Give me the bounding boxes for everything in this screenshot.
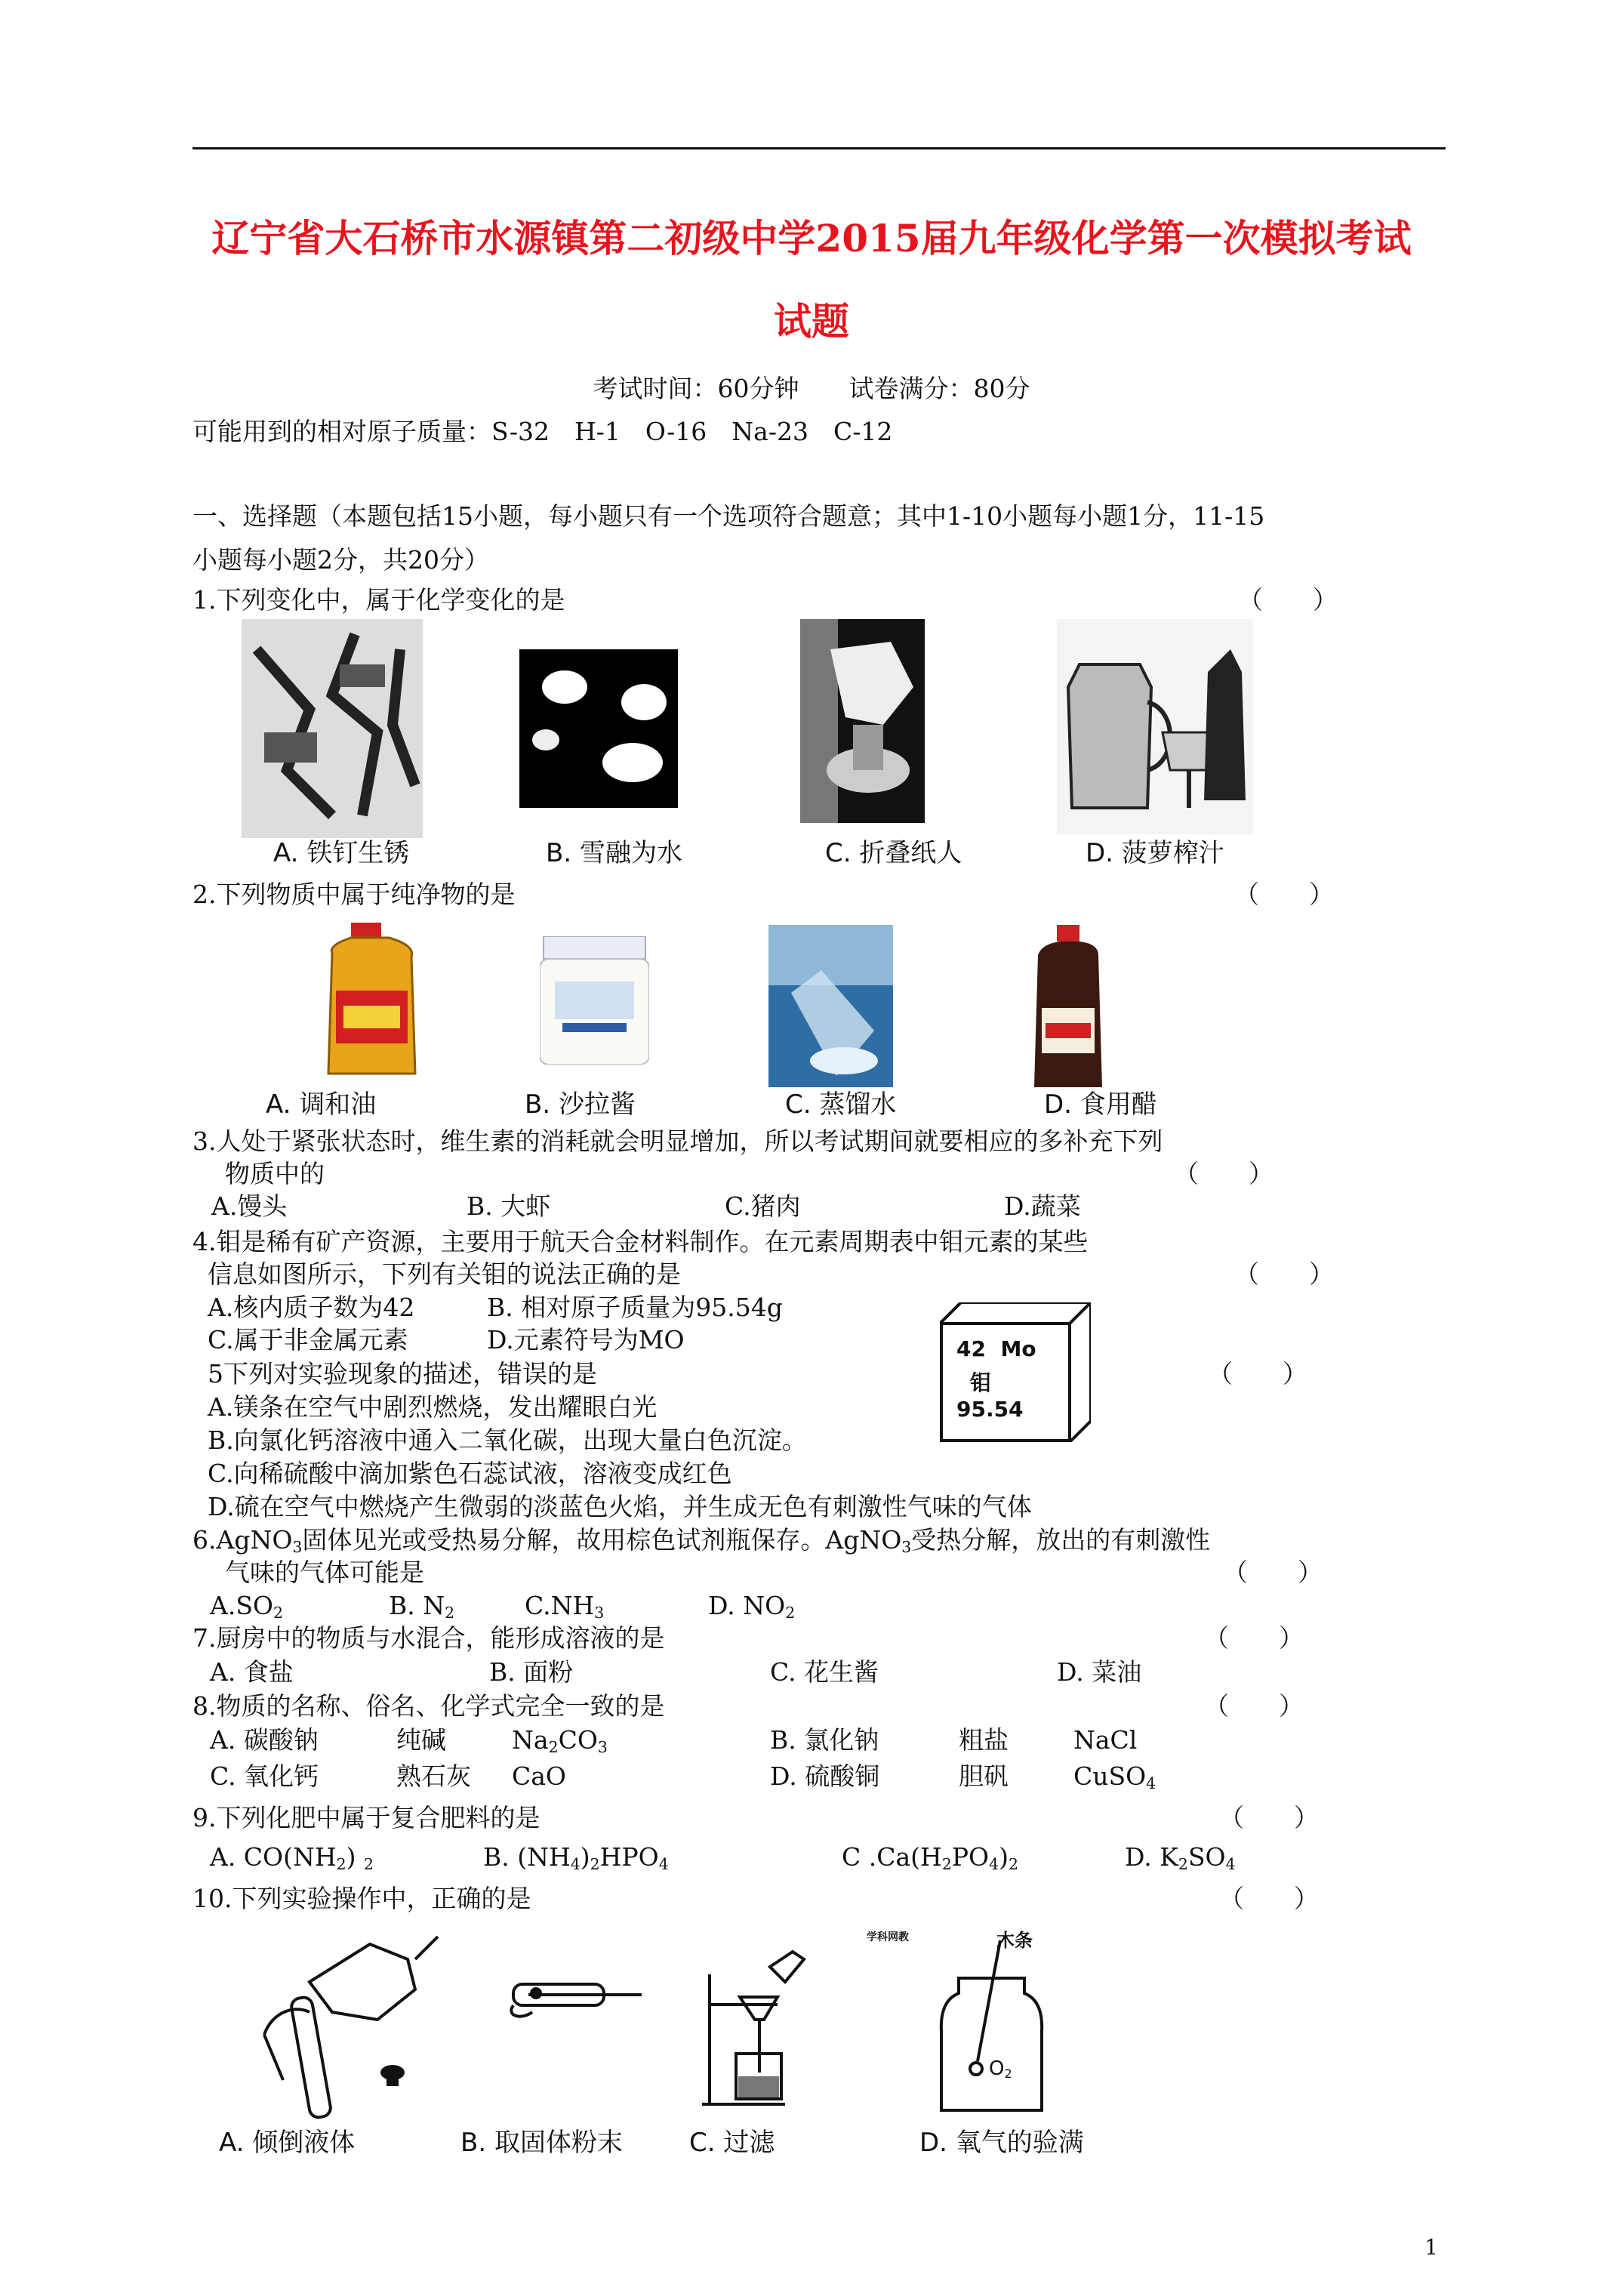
q3-stem-line1: 3.人处于紧张状态时，维生素的消耗就会明显增加，所以考试期间就要相应的多补充下列 [192, 1126, 1163, 1156]
q10-caption-c: C. 过滤 [689, 2128, 775, 2158]
q8-answer-blank[interactable]: （ ） [1204, 1691, 1304, 1721]
q6-option-a: $A.SO_2$ [210, 1591, 283, 1623]
q8-option-b-name: B. 氯化钠 [770, 1725, 879, 1755]
q10-image-pouring-liquid [242, 1929, 445, 2125]
q9-option-c: C $.Ca(H_2PO_4)_2$ [842, 1842, 1018, 1874]
atomic-masses: 可能用到的相对原子质量：S-32 H-1 O-16 Na-23 C-12 [192, 417, 893, 446]
q3-stem-line2: 物质中的 [225, 1159, 325, 1188]
q2-caption-d: D. 食用醋 [1044, 1089, 1157, 1120]
q8-option-a-common: 纯碱 [396, 1725, 446, 1755]
element-symbol: Mo [1000, 1336, 1036, 1361]
q4-answer-blank[interactable]: （ ） [1234, 1259, 1334, 1289]
element-mass: 95.54 [956, 1397, 1024, 1422]
q8-option-d-name: D. 硫酸铜 [770, 1761, 880, 1791]
q3-option-d: D.蔬菜 [1004, 1191, 1081, 1221]
q8-option-a-formula: $Na_2CO_3$ [512, 1725, 608, 1757]
page-number: 1 [1424, 2235, 1438, 2260]
q8-option-d-common: 胆矾 [959, 1761, 1009, 1791]
q2-stem: 2.下列物质中属于纯净物的是 [192, 880, 516, 909]
exam-info: 考试时间：60分钟 试卷满分：80分 [593, 374, 1030, 403]
q4-stem-line1: 4.钼是稀有矿产资源，主要用于航天合金材料制作。在元素周期表中钼元素的某些 [192, 1227, 1089, 1256]
q7-option-d: D. 菜油 [1057, 1657, 1142, 1687]
q9-option-b: B. $(NH_4)_2HPO_4$ [483, 1842, 669, 1874]
q4-option-a: A.核内质子数为42 [208, 1293, 415, 1322]
q10-caption-b: B. 取固体粉末 [460, 2128, 623, 2158]
q10-image-solid-powder [498, 1971, 649, 2023]
q1-image-pineapple-juice [1057, 619, 1253, 834]
q1-caption-d: D. 菠萝榨汁 [1086, 838, 1224, 868]
q5-option-b: B.向氯化钙溶液中通入二氧化碳，出现大量白色沉淀。 [208, 1425, 807, 1455]
q6-stem-line2: 气味的气体可能是 [225, 1558, 424, 1587]
q6-option-d: D. $NO_2$ [708, 1591, 796, 1623]
q4-option-b: B. 相对原子质量为95.54g [487, 1293, 783, 1322]
section1-heading: 一、选择题（本题包括15小题，每小题只有一个选项符合题意；其中1-10小题每小题1分，11-15 [192, 501, 1265, 531]
q7-stem: 7.厨房中的物质与水混合，能形成溶液的是 [192, 1623, 665, 1653]
element-name: 钼 [970, 1370, 992, 1395]
q4-option-d: D.元素符号为MO [487, 1325, 685, 1354]
q8-option-c-formula: CaO [512, 1761, 566, 1791]
q5-option-a: A.镁条在空气中剧烈燃烧，发出耀眼白光 [208, 1392, 658, 1422]
q1-image-rusty-nails [242, 619, 423, 838]
q8-option-c-name: C. 氧化钙 [210, 1761, 319, 1791]
page-title-line2: 试题 [774, 299, 849, 344]
q8-option-b-formula: NaCl [1073, 1725, 1138, 1755]
q7-answer-blank[interactable]: （ ） [1204, 1623, 1304, 1653]
q10-watermark-text: 学科网教 [867, 1931, 909, 1943]
q1-caption-c: C. 折叠纸人 [825, 838, 962, 868]
q9-stem: 9.下列化肥中属于复合肥料的是 [192, 1803, 540, 1832]
q7-option-a: A. 食盐 [210, 1657, 294, 1687]
q8-option-c-common: 熟石灰 [396, 1761, 471, 1791]
q5-option-d: D.硫在空气中燃烧产生微弱的淡蓝色火焰，并生成无色有刺激性气味的气体 [208, 1492, 1032, 1521]
q4-option-c: C.属于非金属元素 [208, 1325, 408, 1354]
q4-stem-line2: 信息如图所示，下列有关钼的说法正确的是 [208, 1259, 681, 1289]
q2-caption-c: C. 蒸馏水 [785, 1089, 897, 1120]
q5-option-c: C.向稀硫酸中滴加紫色石蕊试液，溶液变成红色 [208, 1459, 732, 1488]
q10-answer-blank[interactable]: （ ） [1219, 1884, 1319, 1913]
q1-image-melting-snow [519, 649, 678, 808]
section1-heading-line2: 小题每小题2分，共20分） [192, 545, 489, 575]
q9-option-d: D. $K_2SO_4$ [1125, 1842, 1236, 1874]
q8-stem: 8.物质的名称、俗名、化学式完全一致的是 [192, 1691, 665, 1721]
q10-caption-a: A. 倾倒液体 [219, 2128, 356, 2158]
q8-option-d-formula: CuSO$_4$ [1073, 1761, 1156, 1793]
q9-option-a: A. $CO(NH_2)$ $_2$ [210, 1842, 374, 1874]
q7-option-c: C. 花生酱 [770, 1657, 879, 1687]
q10-stick-label: 木条 [996, 1929, 1033, 1951]
q7-option-b: B. 面粉 [489, 1657, 574, 1687]
q1-stem: 1.下列变化中，属于化学变化的是 [192, 585, 565, 615]
q8-option-a-name: A. 碳酸钠 [210, 1725, 319, 1755]
q10-stem: 10.下列实验操作中，正确的是 [192, 1884, 531, 1913]
q6-option-b: B. $N_2$ [389, 1591, 455, 1623]
q5-stem: 5下列对实验现象的描述，错误的是 [208, 1359, 597, 1388]
element-number: 42 [956, 1336, 986, 1361]
q1-answer-blank[interactable]: （ ） [1238, 585, 1338, 615]
q3-option-b: B. 大虾 [467, 1191, 551, 1221]
header-rule [192, 147, 1446, 149]
molybdenum-element-cell [940, 1302, 1091, 1442]
q6-stem-line1: 6.AgNO$_3$固体见光或受热易分解，故用棕色试剂瓶保存。AgNO$_3$受热分解，放出的有刺激性 [192, 1525, 1211, 1557]
q2-caption-a: A. 调和油 [266, 1089, 377, 1120]
q2-image-salad-dressing [540, 936, 649, 1065]
q2-image-distilled-water [768, 925, 893, 1087]
q3-option-c: C.猪肉 [725, 1191, 801, 1221]
q1-caption-b: B. 雪融为水 [546, 838, 682, 868]
q3-option-a: A.馒头 [211, 1191, 288, 1221]
q2-image-cooking-oil [321, 923, 423, 1081]
q2-answer-blank[interactable]: （ ） [1234, 880, 1334, 909]
q2-caption-b: B. 沙拉酱 [525, 1089, 636, 1120]
q10-image-oxygen-test [932, 1925, 1053, 2118]
q3-answer-blank[interactable]: （ ） [1174, 1159, 1273, 1188]
q1-caption-a: A. 铁钉生锈 [273, 838, 410, 868]
q10-o2-label: $O_2$ [989, 2057, 1012, 2082]
q9-answer-blank[interactable]: （ ） [1219, 1803, 1319, 1832]
q8-option-b-common: 粗盐 [959, 1725, 1009, 1755]
q5-answer-blank[interactable]: （ ） [1208, 1359, 1307, 1388]
q10-caption-d: D. 氧气的验满 [919, 2128, 1084, 2158]
q1-image-paper-figure [800, 619, 925, 823]
page-title: 辽宁省大石桥市水源镇第二初级中学2015届九年级化学第一次模拟考试 [211, 216, 1412, 260]
q6-option-c: $C.NH_3$ [525, 1591, 605, 1623]
q6-answer-blank[interactable]: （ ） [1223, 1558, 1323, 1587]
q10-image-filtration [694, 1929, 823, 2110]
q2-image-vinegar [1027, 925, 1110, 1087]
